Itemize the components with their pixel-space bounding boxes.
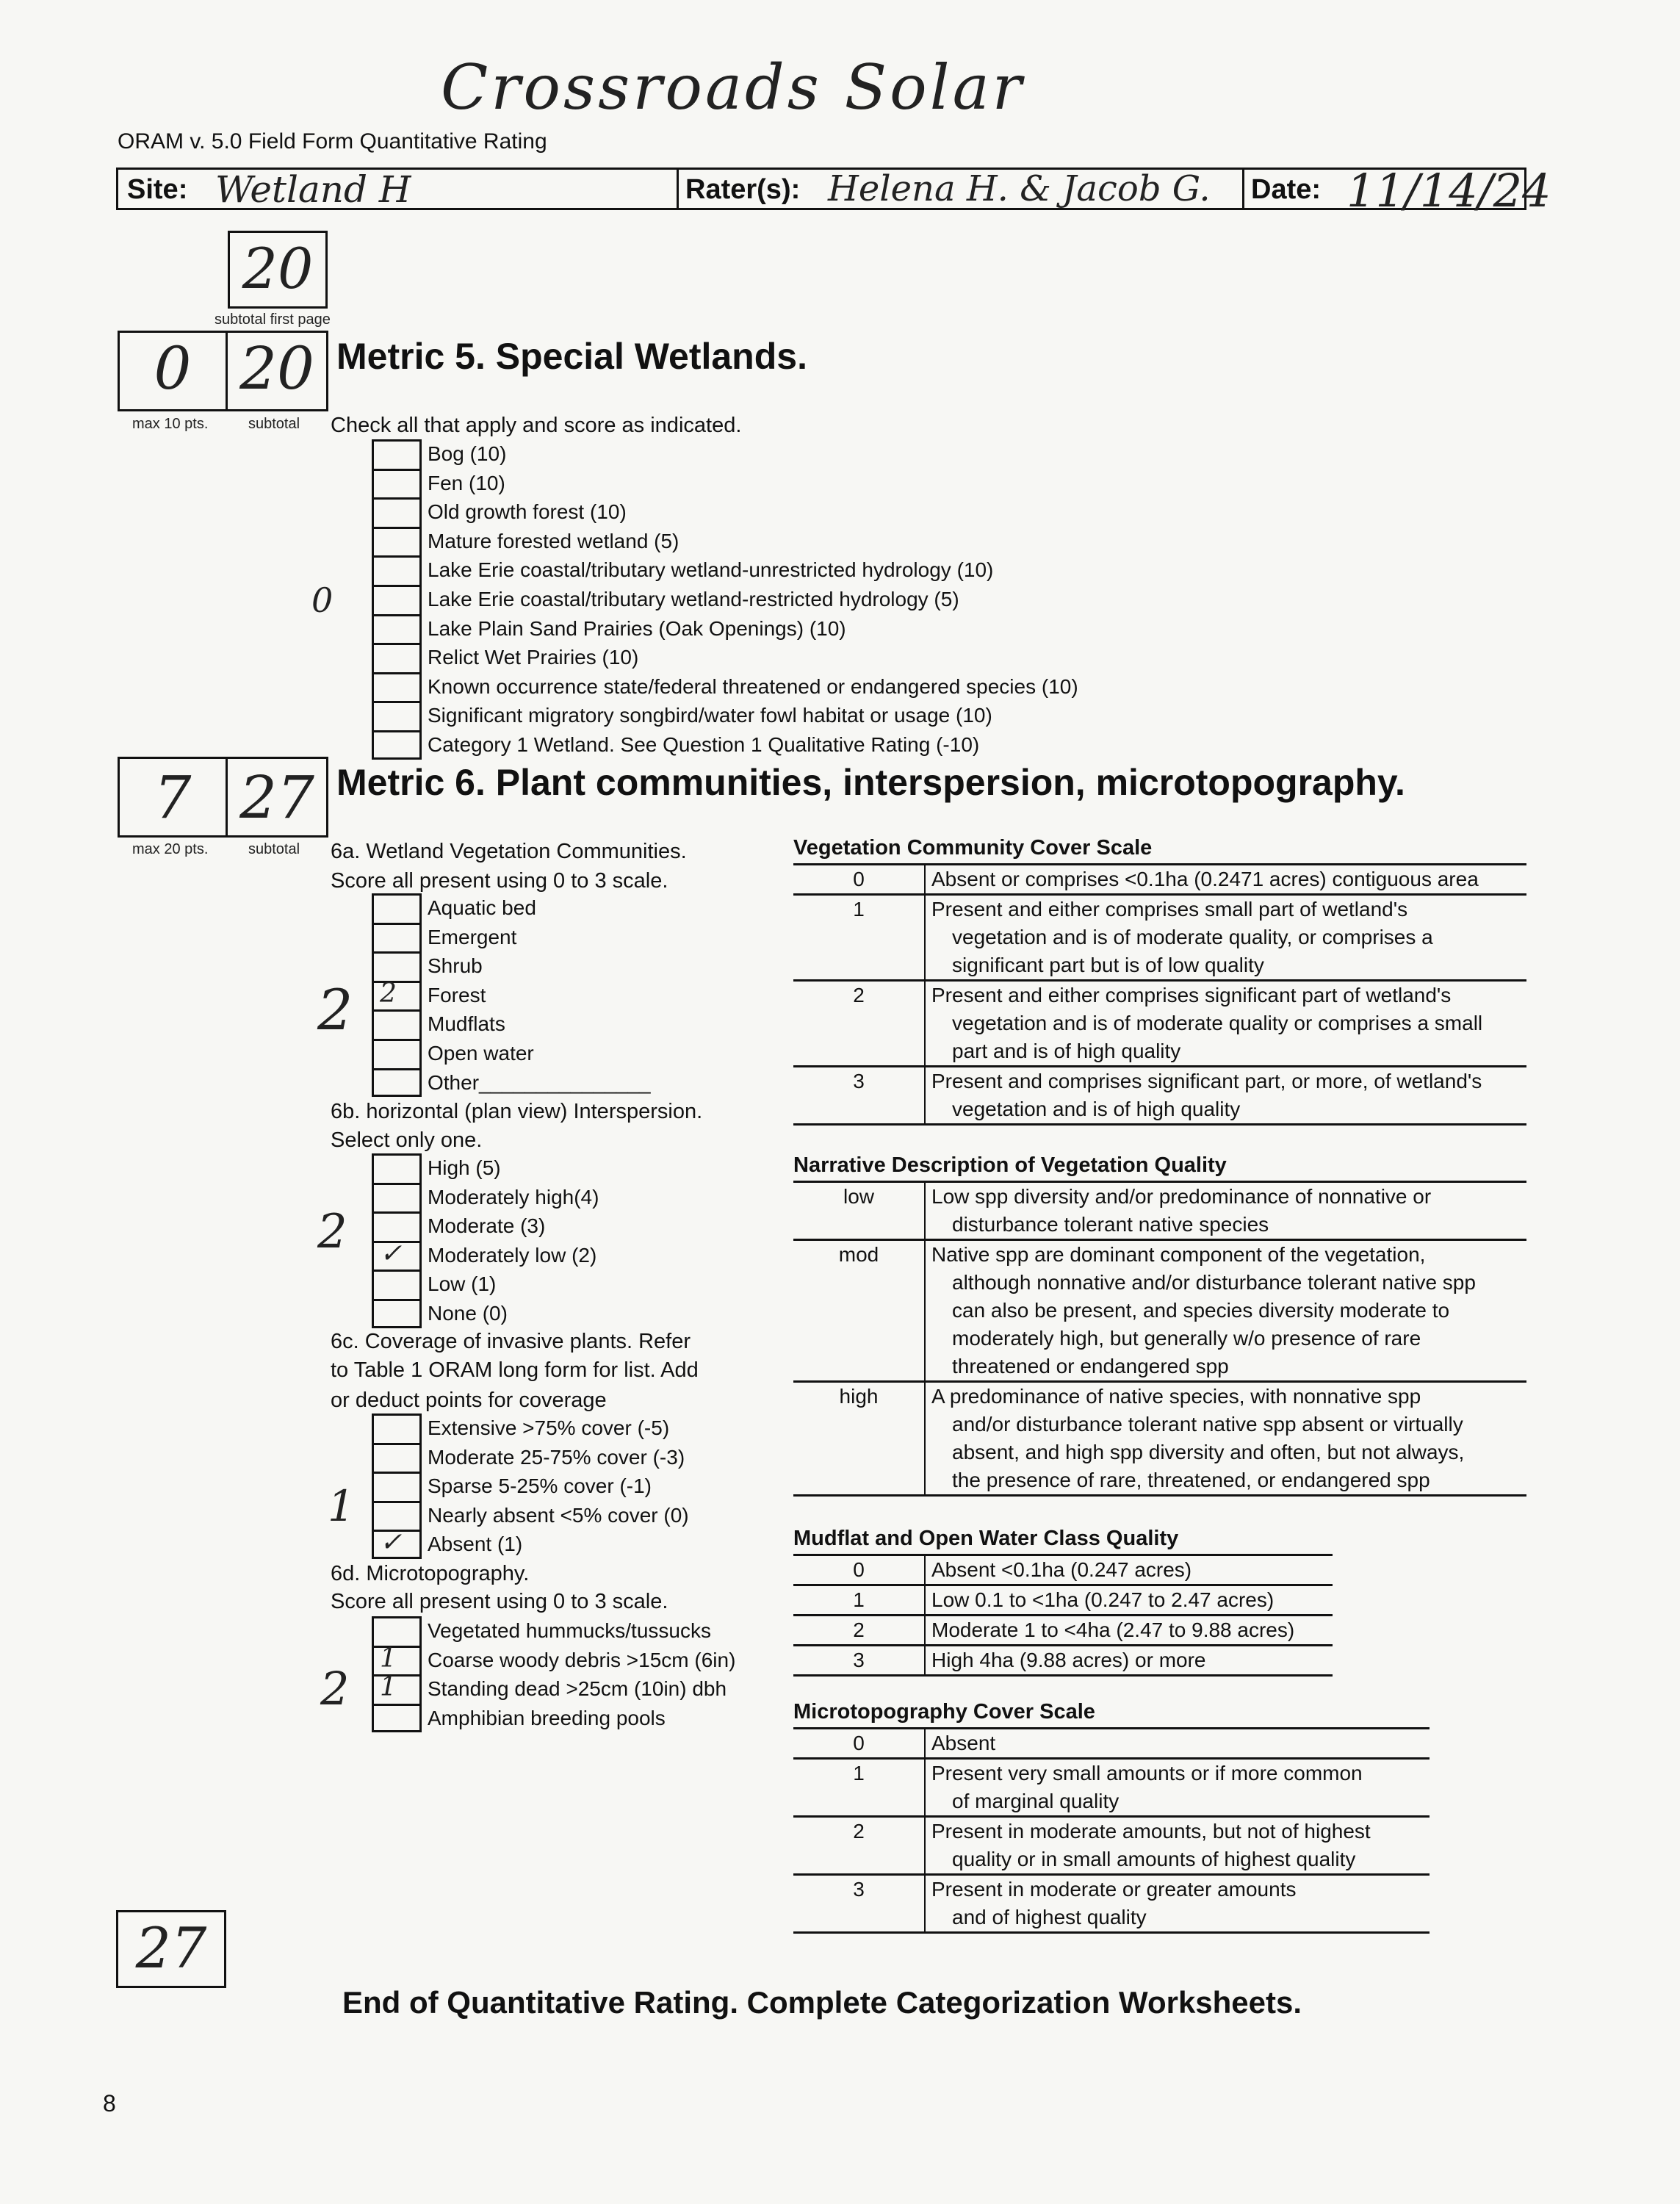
description-line: part and is of high quality <box>952 1040 1181 1062</box>
checklist-item <box>372 701 1078 730</box>
metric6-max-caption: max 20 pts. <box>132 841 209 857</box>
checkbox[interactable] <box>372 643 422 672</box>
description-line: Absent or comprises <0.1ha (0.2471 acres) contiguous area <box>931 868 1479 890</box>
checklist-item <box>372 439 1078 469</box>
checkbox[interactable] <box>372 893 422 923</box>
checklist-item-label: Other_______________ <box>428 1070 651 1094</box>
checkbox[interactable] <box>372 1183 422 1212</box>
table-row <box>793 1240 1526 1382</box>
table-title: Mudflat and Open Water Class Quality <box>793 1527 1179 1550</box>
checkbox[interactable] <box>372 951 422 981</box>
checkbox-mark: 1 <box>380 1643 397 1674</box>
description-line: A predominance of native species, with nonnative spp <box>931 1385 1421 1408</box>
microtopography-cover-scale-table <box>793 1700 1430 1934</box>
description-line: Present very small amounts or if more common <box>931 1762 1363 1785</box>
table-row-description <box>925 1555 1333 1585</box>
metric6-subtotal-caption: subtotal <box>248 841 300 857</box>
subtotal-first-page-box[interactable] <box>228 231 328 309</box>
table-row-description <box>925 1182 1526 1240</box>
header-divider <box>1242 170 1244 208</box>
description-line: Present and either comprises significant part of wetland's <box>931 984 1452 1006</box>
table-row-key: 2 <box>793 1616 925 1646</box>
description-line: Low spp diversity and/or predominance of nonnative or <box>931 1185 1432 1208</box>
checklist-item-label: Lake Erie coastal/tributary wetland-unrestricted hydrology (10) <box>428 558 994 582</box>
table-row-key: mod <box>793 1240 925 1382</box>
checklist-item <box>372 1501 689 1530</box>
checkbox[interactable] <box>372 1413 422 1443</box>
checkbox[interactable] <box>372 1643 422 1675</box>
checkbox[interactable] <box>372 1527 422 1559</box>
description-line: absent, and high spp diversity and often, but not always, <box>952 1441 1465 1463</box>
table-row-key: 1 <box>793 1585 925 1616</box>
checkbox[interactable] <box>372 1039 422 1068</box>
sec6b-checklist <box>372 1153 599 1328</box>
rater-label: Rater(s): <box>685 174 801 205</box>
sec6c-title: 6c. Coverage of invasive plants. Refer <box>331 1330 691 1353</box>
checklist-item <box>372 1472 689 1501</box>
metric5-instruction: Check all that apply and score as indicated. <box>331 414 742 437</box>
checkbox[interactable] <box>372 555 422 585</box>
description-line: threatened or endangered spp <box>952 1355 1229 1378</box>
vegetation-cover-scale-table <box>793 836 1526 1126</box>
description-line: and of highest quality <box>952 1906 1147 1928</box>
checklist-item-label: Absent (1) <box>428 1533 523 1556</box>
checklist-item-label: Moderately high(4) <box>428 1185 599 1209</box>
metric5-score-box[interactable] <box>118 331 228 411</box>
checklist-item <box>372 1039 651 1068</box>
description-line: Absent <box>931 1732 996 1754</box>
checklist-item-label: Shrub <box>428 954 483 978</box>
description-line: Present and comprises significant part, or more, of wetland's <box>931 1070 1482 1092</box>
checklist-item-label: High (5) <box>428 1156 501 1179</box>
header-divider <box>677 170 679 208</box>
checkbox[interactable] <box>372 978 422 1010</box>
sec6c-checklist <box>372 1413 689 1559</box>
checklist-item-label: Sparse 5-25% cover (-1) <box>428 1474 652 1498</box>
description-line: although nonnative and/or disturbance tolerant native spp <box>952 1271 1476 1294</box>
footer-instruction: End of Quantitative Rating. Complete Categorization Worksheets. <box>342 1985 1302 2020</box>
table-row <box>793 895 1526 981</box>
table-row-description <box>925 1817 1430 1875</box>
metric5-subtotal-caption: subtotal <box>248 416 300 432</box>
checklist-item <box>372 1068 651 1098</box>
rater-field[interactable]: Helena H. & Jacob G. <box>828 168 1211 209</box>
metric5-margin-note: 0 <box>311 580 334 620</box>
checklist-item <box>372 923 651 952</box>
checkbox[interactable] <box>372 1270 422 1299</box>
table-row-key: 3 <box>793 1067 925 1125</box>
checklist-item-label: Relict Wet Prairies (10) <box>428 646 639 669</box>
description-line: Native spp are dominant component of the vegetation, <box>931 1243 1426 1266</box>
checklist-item-label: Mature forested wetland (5) <box>428 529 679 552</box>
sec6a-checklist <box>372 893 651 1097</box>
table-row-description <box>925 1646 1333 1676</box>
checkbox[interactable] <box>372 469 422 498</box>
table-row-key: 3 <box>793 1646 925 1676</box>
metric5-subtotal-value: 20 <box>239 334 314 403</box>
table-row-key: 0 <box>793 1729 925 1759</box>
table-row-description <box>925 865 1526 895</box>
header-bar <box>116 164 1551 217</box>
checklist-item-label: Mudflats <box>428 1012 505 1036</box>
checklist-item-label: Extensive >75% cover (-5) <box>428 1416 670 1439</box>
checklist-item <box>372 1704 735 1733</box>
date-field[interactable]: 11/14/24 <box>1346 164 1551 217</box>
checklist-item <box>372 730 1078 760</box>
checkbox[interactable] <box>372 730 422 760</box>
metric5-checklist <box>372 439 1078 760</box>
checklist-item <box>372 978 651 1010</box>
checklist-item <box>372 643 1078 672</box>
metric6-score-box[interactable] <box>118 757 228 838</box>
subtotal-first-page-value: 20 <box>242 236 314 301</box>
checklist-item-label: Lake Plain Sand Prairies (Oak Openings) (10) <box>428 616 846 640</box>
checklist-item <box>372 527 1078 556</box>
checklist-item <box>372 951 651 981</box>
table-row <box>793 1616 1333 1646</box>
checklist-item <box>372 1616 735 1646</box>
description-line: the presence of rare, threatened, or endangered spp <box>952 1469 1430 1491</box>
checkbox[interactable] <box>372 1501 422 1530</box>
description-line: Present and either comprises small part of wetland's <box>931 898 1408 921</box>
checklist-item-label: Coarse woody debris >15cm (6in) <box>428 1648 736 1671</box>
checkbox[interactable] <box>372 439 422 469</box>
site-label: Site: <box>127 174 188 205</box>
checklist-item <box>372 893 651 923</box>
checklist-item-label: Nearly absent <5% cover (0) <box>428 1503 689 1527</box>
checklist-item-label: Emergent <box>428 925 517 948</box>
table-row <box>793 1067 1526 1125</box>
checklist-item-label: Category 1 Wetland. See Question 1 Qualitative Rating (-10) <box>428 732 980 756</box>
table-row <box>793 1646 1333 1676</box>
description-line: Low 0.1 to <1ha (0.247 to 2.47 acres) <box>931 1588 1275 1611</box>
description-line: and/or disturbance tolerant native spp absent or virtually <box>952 1413 1463 1436</box>
sec6a-margin-note: 2 <box>317 977 353 1042</box>
checkbox[interactable] <box>372 614 422 644</box>
checklist-item <box>372 1299 599 1328</box>
checklist-item-label: Old growth forest (10) <box>428 500 627 524</box>
metric5-title: Metric 5. Special Wetlands. <box>336 336 807 377</box>
description-line: significant part but is of low quality <box>952 954 1264 976</box>
description-line: moderately high, but generally w/o presence of rare <box>952 1327 1421 1350</box>
table-row-key: 0 <box>793 1555 925 1585</box>
sec6a-title: 6a. Wetland Vegetation Communities. <box>331 840 687 863</box>
project-name-handwritten: Crossroads Solar <box>441 51 1025 123</box>
checklist-item <box>372 1211 599 1241</box>
table-row-description <box>925 1585 1333 1616</box>
description-line: vegetation and is of moderate quality, or comprises a <box>952 926 1433 948</box>
checkbox[interactable] <box>372 923 422 952</box>
description-line: Moderate 1 to <4ha (2.47 to 9.88 acres) <box>931 1618 1295 1641</box>
checkbox[interactable] <box>372 1068 422 1098</box>
table-row-description <box>925 1382 1526 1496</box>
table-row-description <box>925 1729 1430 1759</box>
table-row-key: 3 <box>793 1875 925 1933</box>
checklist-item-label: Lake Erie coastal/tributary wetland-restricted hydrology (5) <box>428 587 959 611</box>
table-title: Narrative Description of Vegetation Quality <box>793 1153 1227 1177</box>
metric6-subtotal-value: 27 <box>239 763 314 832</box>
table-row-key: 1 <box>793 1759 925 1817</box>
checkbox[interactable] <box>372 497 422 527</box>
checkbox-mark: 2 <box>380 978 397 1009</box>
table-row <box>793 1555 1333 1585</box>
checklist-item-label: Open water <box>428 1041 534 1065</box>
table-row-key: high <box>793 1382 925 1496</box>
site-field[interactable]: Wetland H <box>215 168 411 211</box>
checklist-item <box>372 1238 599 1270</box>
metric5-subtotal-box[interactable] <box>226 331 328 411</box>
checkbox[interactable] <box>372 1238 422 1270</box>
sec6b-margin-note: 2 <box>317 1205 347 1259</box>
table-row-description <box>925 1875 1430 1933</box>
checkbox-mark: 1 <box>380 1672 397 1703</box>
checkbox-mark: ✓ <box>380 1527 403 1558</box>
table-row-description <box>925 1616 1333 1646</box>
checklist-item <box>372 469 1078 498</box>
metric5-max-caption: max 10 pts. <box>132 416 209 432</box>
table-row <box>793 1382 1526 1496</box>
description-line: Present in moderate or greater amounts <box>931 1878 1297 1901</box>
checklist-item <box>372 1183 599 1212</box>
checkbox[interactable] <box>372 585 422 614</box>
description-line: vegetation and is of moderate quality or comprises a small <box>952 1012 1483 1034</box>
checkbox-mark: ✓ <box>380 1238 403 1269</box>
table-row-description <box>925 981 1526 1067</box>
metric5-score-value: 0 <box>154 334 192 403</box>
table-row-key: 2 <box>793 981 925 1067</box>
sec6d-margin-note: 2 <box>320 1662 350 1715</box>
checkbox[interactable] <box>372 1009 422 1039</box>
sec6c-subtitle: to Table 1 ORAM long form for list. Add <box>331 1358 699 1382</box>
checklist-item <box>372 497 1078 527</box>
total-score-value: 27 <box>135 1915 207 1981</box>
checkbox[interactable] <box>372 701 422 730</box>
checkbox[interactable] <box>372 1472 422 1501</box>
subtotal-first-page-caption: subtotal first page <box>214 311 331 328</box>
description-line: Present in moderate amounts, but not of highest <box>931 1820 1371 1843</box>
sec6d-title: 6d. Microtopography. <box>331 1562 530 1585</box>
description-line: can also be present, and species diversity moderate to <box>952 1299 1450 1322</box>
table-row <box>793 981 1526 1067</box>
checklist-item-label: Amphibian breeding pools <box>428 1706 666 1729</box>
sec6c-margin-note: 1 <box>328 1481 355 1531</box>
checklist-item <box>372 555 1078 585</box>
checklist-item-label: Moderate 25-75% cover (-3) <box>428 1445 685 1469</box>
checkbox[interactable] <box>372 672 422 702</box>
table-row-description <box>925 1240 1526 1382</box>
checklist-item <box>372 1443 689 1472</box>
checklist-item-label: Standing dead >25cm (10in) dbh <box>428 1677 727 1701</box>
table-row <box>793 1729 1430 1759</box>
narrative-vegetation-quality-table <box>793 1153 1526 1497</box>
table-row-description <box>925 895 1526 981</box>
table-row-description <box>925 1759 1430 1817</box>
checkbox[interactable] <box>372 1443 422 1472</box>
checkbox[interactable] <box>372 1153 422 1183</box>
date-label: Date: <box>1251 174 1322 205</box>
sec6b-title: 6b. horizontal (plan view) Interspersion. <box>331 1100 703 1123</box>
checklist-item <box>372 672 1078 702</box>
sec6d-checklist <box>372 1616 735 1732</box>
checkbox[interactable] <box>372 527 422 556</box>
table-row <box>793 1875 1430 1933</box>
checklist-item-label: Moderate (3) <box>428 1214 546 1238</box>
description-line: vegetation and is of high quality <box>952 1098 1241 1120</box>
checklist-item-label: Aquatic bed <box>428 896 536 919</box>
checkbox[interactable] <box>372 1211 422 1241</box>
checklist-item <box>372 1527 689 1559</box>
table-row-key: 2 <box>793 1817 925 1875</box>
total-score-box[interactable] <box>116 1910 226 1988</box>
checklist-item <box>372 1413 689 1443</box>
checklist-item-label: Fen (10) <box>428 471 505 494</box>
checklist-item <box>372 1270 599 1299</box>
checklist-item-label: Forest <box>428 983 486 1006</box>
sec6a-subtitle: Score all present using 0 to 3 scale. <box>331 869 668 893</box>
description-line: of marginal quality <box>952 1790 1120 1812</box>
table-row <box>793 1585 1333 1616</box>
checkbox[interactable] <box>372 1674 422 1704</box>
table-row-key: low <box>793 1182 925 1240</box>
description-line: High 4ha (9.88 acres) or more <box>931 1649 1206 1671</box>
sec6d-subtitle: Score all present using 0 to 3 scale. <box>331 1590 668 1613</box>
checklist-item-label: Bog (10) <box>428 442 507 465</box>
table-row-key: 0 <box>793 865 925 895</box>
checklist-item <box>372 1153 599 1183</box>
description-line: disturbance tolerant native species <box>952 1213 1269 1236</box>
checklist-item <box>372 614 1078 644</box>
checklist-item <box>372 585 1078 614</box>
table-row <box>793 1817 1430 1875</box>
checklist-item-label: Significant migratory songbird/water fowl habitat or usage (10) <box>428 704 992 727</box>
checkbox[interactable] <box>372 1299 422 1328</box>
checklist-item-label: None (0) <box>428 1301 508 1325</box>
checklist-item-label: Moderately low (2) <box>428 1243 597 1267</box>
metric6-title: Metric 6. Plant communities, interspersion, microtopography. <box>336 762 1405 803</box>
description-line: Absent <0.1ha (0.247 acres) <box>931 1558 1192 1581</box>
metric6-score-value: 7 <box>154 763 192 832</box>
checkbox[interactable] <box>372 1704 422 1733</box>
checklist-item-label: Low (1) <box>428 1272 497 1296</box>
sec6c-subtitle: or deduct points for coverage <box>331 1389 607 1412</box>
sec6b-subtitle: Select only one. <box>331 1128 483 1152</box>
metric6-subtotal-box[interactable] <box>226 757 328 838</box>
table-row-key: 1 <box>793 895 925 981</box>
mudflat-open-water-table <box>793 1527 1333 1677</box>
table-row-description <box>925 1067 1526 1125</box>
form-title: ORAM v. 5.0 Field Form Quantitative Rating <box>118 129 547 154</box>
checkbox[interactable] <box>372 1616 422 1646</box>
table-title: Microtopography Cover Scale <box>793 1700 1095 1724</box>
page-number: 8 <box>103 2090 116 2117</box>
description-line: quality or in small amounts of highest quality <box>952 1848 1356 1870</box>
table-row <box>793 865 1526 895</box>
table-row <box>793 1182 1526 1240</box>
checklist-item <box>372 1643 736 1675</box>
checklist-item <box>372 1009 651 1039</box>
checklist-item-label: Vegetated hummucks/tussucks <box>428 1619 711 1642</box>
table-row <box>793 1759 1430 1817</box>
checklist-item-label: Known occurrence state/federal threatened or endangered species (10) <box>428 674 1078 698</box>
checklist-item <box>372 1674 735 1704</box>
table-title: Vegetation Community Cover Scale <box>793 836 1153 860</box>
